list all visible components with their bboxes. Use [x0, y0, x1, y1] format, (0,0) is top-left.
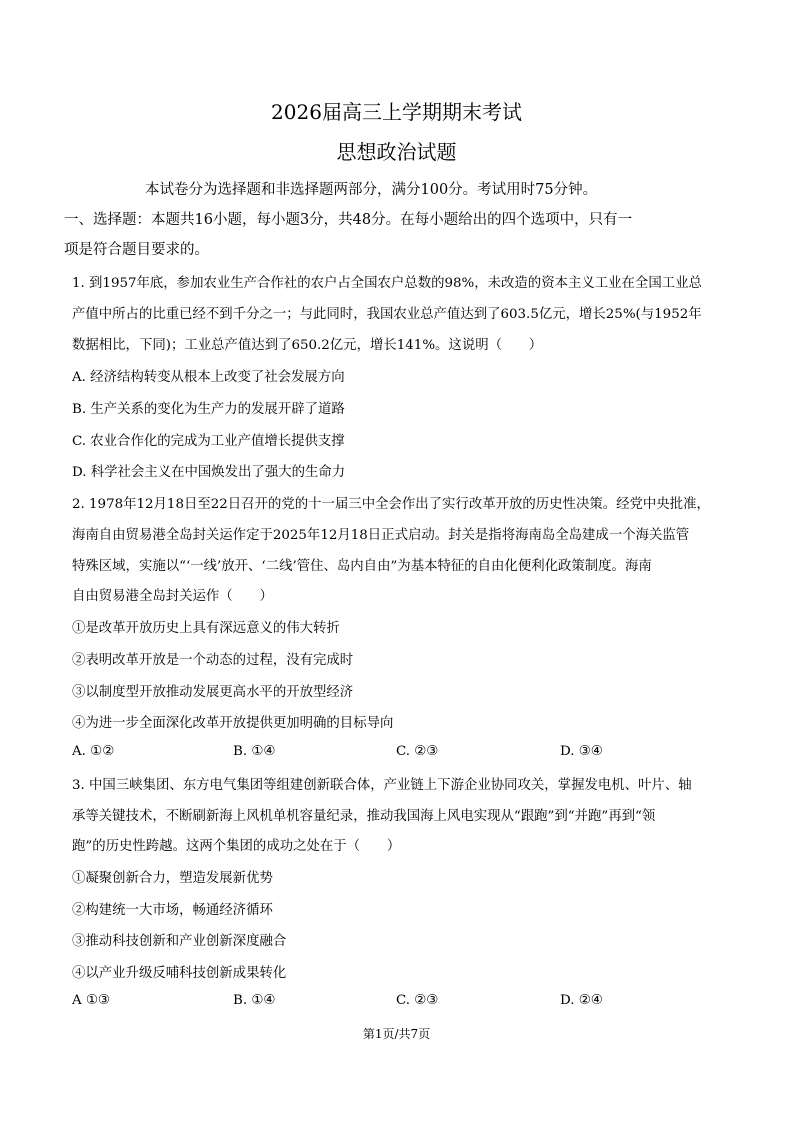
question-2-line: 自由贸易港全岛封关运作（ ） [72, 589, 273, 604]
choice-d[interactable]: D. ③④ [560, 744, 603, 759]
choice-d[interactable]: D. ②④ [560, 993, 603, 1008]
section-heading-cont: 项是符合题目要求的。 [64, 242, 209, 258]
choice-a[interactable]: A. ①② [72, 744, 115, 759]
question-1-line: 产值中所占的比重已经不到千分之一；与此同时，我国农业总产值达到了603.5亿元，增长25%(与1952年 [72, 307, 702, 322]
statement-4: ④为进一步全面深化改革开放提供更加明确的目标导向 [72, 716, 394, 731]
option-a[interactable]: A. 经济结构转变从根本上改变了社会发展方向 [72, 370, 345, 385]
choice-b[interactable]: B. ①④ [233, 993, 276, 1008]
page-footer: 第1页/共7页 [362, 1027, 431, 1041]
question-2-line: 海南自由贸易港全岛封关运作定于2025年12月18日正式启动。封关是指将海南岛全岛建成一个海关监管 [72, 528, 690, 543]
question-1-line: 数据相比，下同)；工业总产值达到了650.2亿元，增长141%。这说明（ ） [72, 338, 543, 353]
question-2-line: 2. 1978年12月18日至22日召开的党的十一届三中全会作出了实行改革开放的历史性决策。经党中央批准， [72, 497, 710, 512]
statement-3: ③以制度型开放推动发展更高水平的开放型经济 [72, 685, 354, 700]
statement-2: ②构建统一大市场，畅通经济循环 [72, 903, 273, 918]
option-d[interactable]: D. 科学社会主义在中国焕发出了强大的生命力 [72, 465, 346, 480]
statement-1: ①是改革开放历史上具有深远意义的伟大转折 [72, 621, 340, 636]
exam-title: 2026届高三上学期期末考试 [271, 100, 522, 124]
statement-2: ②表明改革开放是一个动态的过程，没有完成时 [72, 653, 354, 668]
option-b[interactable]: B. 生产关系的变化为生产力的发展开辟了道路 [72, 402, 345, 417]
choice-a[interactable]: A ①③ [72, 993, 110, 1008]
question-1-line: 1. 到1957年底，参加农业生产合作社的农户占全国农户总数的98%，未改造的资本主义工业在全国工业总 [72, 276, 702, 291]
exam-subtitle: 思想政治试题 [336, 140, 457, 164]
exam-intro: 本试卷分为选择题和非选择题两部分，满分100分。考试用时75分钟。 [145, 182, 598, 198]
statement-1: ①凝聚创新合力，塑造发展新优势 [72, 871, 273, 886]
option-c[interactable]: C. 农业合作化的完成为工业产值增长提供支撑 [72, 434, 345, 449]
choice-b[interactable]: B. ①④ [233, 744, 276, 759]
section-heading: 一、选择题：本题共16小题，每小题3分，共48分。在每小题给出的四个选项中，只有一 [64, 212, 633, 228]
statement-4: ④以产业升级反哺科技创新成果转化 [72, 966, 287, 981]
question-3-line: 跑”的历史性跨越。这两个集团的成功之处在于（ ） [72, 839, 401, 854]
choice-c[interactable]: C. ②③ [396, 744, 439, 759]
question-3-line: 承等关键技术，不断刷新海上风机单机容量纪录，推动我国海上风电实现从“跟跑”到“并跑”再到“领 [72, 809, 656, 824]
question-3-line: 3. 中国三峡集团、东方电气集团等组建创新联合体，产业链上下游企业协同攻关，掌握发电机、叶片、轴 [72, 778, 692, 793]
choice-c[interactable]: C. ②③ [396, 993, 439, 1008]
statement-3: ③推动科技创新和产业创新深度融合 [72, 934, 287, 949]
question-2-line: 特殊区域，实施以“‘一线’放开、‘二线’管住、岛内自由”为基本特征的自由化便利化政策制度。海南 [72, 559, 652, 574]
